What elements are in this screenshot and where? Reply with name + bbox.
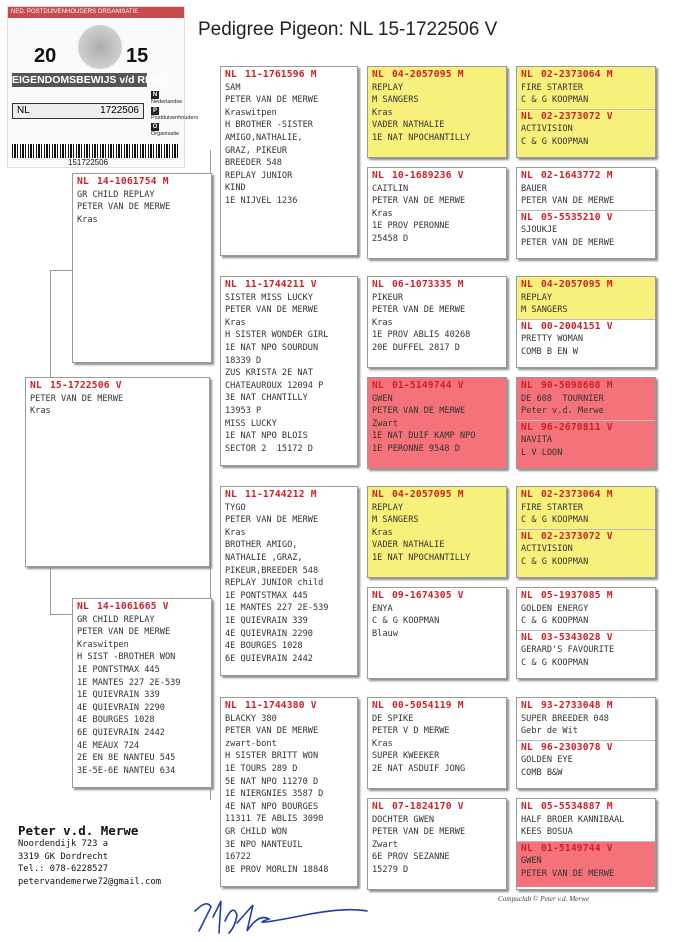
- card-number: 1722506: [100, 105, 139, 116]
- card-side-o: OOrganisatie: [151, 124, 180, 137]
- pigeon-card-sire[interactable]: NL 14-1061754 M GR CHILD REPLAY PETER VAN DE MERWE Kras: [72, 173, 212, 363]
- owner-name: Peter v.d. Merwe: [18, 823, 139, 838]
- ggp-pair-6[interactable]: NL 05-1937085 M GOLDEN ENERGY C & G KOOPMAN NL 03-5343028 V GERARD'S FAVOURITE C & G KOOPMAN: [516, 587, 656, 679]
- pigeon-card-dss[interactable]: NL 04-2057095 M REPLAY M SANGERS Kras VADER NATHALIE 1E NAT NPOCHANTILLY: [367, 486, 507, 578]
- ggp-pair-5[interactable]: NL 02-2373064 M FIRE STARTER C & G KOOPMAN NL 02-2373072 V ACTIVISION C & G KOOPMAN: [516, 486, 656, 578]
- pigeon-card-dd[interactable]: NL 11-1744380 V BLACKY 380 PETER VAN DE MERWE zwart-bont H SISTER BRITT WON 1E TOURS 289 D 5E NAT NPO 11270 D 1E NIERGNIES 3587 D 4E NAT NPO BOURGES 11311 7E ABLIS 3090 GR CHILD WON 3E NPO NANTEUIL 16722 8E PROV MORLIN 18848: [220, 697, 358, 887]
- pigeon-card-sdd[interactable]: NL 01-5149744 V GWEN PETER VAN DE MERWE Zwart 1E NAT DUIF KAMP NPO 1E PERONNE 9548 D: [367, 377, 507, 469]
- card-side-p: PPostduivenhouders: [151, 108, 199, 121]
- ggp-pair-7[interactable]: NL 93-2733048 M SUPER BREEDER 048 Gebr de Wit NL 96-2303078 V GOLDEN EYE COMB B&W: [516, 697, 656, 789]
- owner-tel: Tel.: 078-6228527: [18, 864, 109, 875]
- card-band: EIGENDOMSBEWIJS v/d RING: [12, 74, 164, 86]
- ring-ownership-card: [7, 6, 199, 168]
- signature-image: [185, 893, 375, 941]
- card-org: NED. POSTDUIVENHOUDERS ORGANISATIE: [8, 7, 184, 18]
- owner-email[interactable]: petervandemerwe72@gmail.com: [18, 876, 161, 887]
- card-side-n: NNederlandse: [151, 92, 183, 105]
- owner-address: Noordendijk 723 a: [18, 839, 109, 849]
- footer-credit: Compuclub © Peter v.d. Merwe: [498, 895, 590, 903]
- pigeon-card-dsd[interactable]: NL 09-1674305 V ENYA C & G KOOPMAN Blauw: [367, 587, 507, 679]
- ggp-pair-2[interactable]: NL 02-1643772 M BAUER PETER VAN DE MERWE NL 05-5535210 V SJOUKJE PETER VAN DE MERWE: [516, 167, 656, 259]
- card-year-b: 15: [126, 45, 149, 67]
- barcode: [12, 144, 180, 158]
- ggp-pair-8[interactable]: NL 05-5534887 M HALF BROER KANNIBAAL KEES BOSUA NL 01-5149744 V GWEN PETER VAN DE MERWE: [516, 798, 656, 890]
- lion-emblem-icon: [78, 25, 122, 69]
- pigeon-card-sss[interactable]: NL 04-2057095 M REPLAY M SANGERS Kras VADER NATHALIE 1E NAT NPOCHANTILLY: [367, 66, 507, 158]
- ggp-pair-1[interactable]: NL 02-2373064 M FIRE STARTER C & G KOOPMAN NL 02-2373072 V ACTIVISION C & G KOOPMAN: [516, 66, 656, 158]
- page-title: Pedigree Pigeon: NL 15-1722506 V: [198, 19, 498, 40]
- pigeon-card-dds[interactable]: NL 00-5054119 M DE SPIKE PETER V D MERWE Kras SUPER KWEEKER 2E NAT ASDUIF JONG: [367, 697, 507, 789]
- pigeon-card-ss[interactable]: NL 11-1761596 M SAM PETER VAN DE MERWE Kraswitpen H BROTHER -SISTER AMIGO,NATHALIE, GRAZ, PIKEUR BREEDER 548 REPLAY JUNIOR KIND 1E NIJVEL 1236: [220, 66, 358, 256]
- card-year-a: 20: [34, 45, 57, 67]
- card-country: NL: [17, 105, 30, 116]
- pigeon-card-subject[interactable]: NL 15-1722506 V PETER VAN DE MERWE Kras: [25, 377, 210, 567]
- ggp-pair-4[interactable]: NL 90-5098608 M DE 608 TOURNIER Peter v.d. Merwe NL 96-2670811 V NAVITA L V LOON: [516, 377, 656, 469]
- pigeon-card-ssd[interactable]: NL 10-1689236 V CAITLIN PETER VAN DE MERWE Kras 1E PROV PERONNE 25458 D: [367, 167, 507, 259]
- pigeon-card-ddd[interactable]: NL 07-1824170 V DOCHTER GWEN PETER VAN DE MERWE Zwart 6E PROV SEZANNE 15279 D: [367, 798, 507, 890]
- pigeon-card-ds[interactable]: NL 11-1744212 M TYGO PETER VAN DE MERWE Kras BROTHER AMIGO, NATHALIE ,GRAZ, PIKEUR,BREEDER 548 REPLAY JUNIOR child 1E PONTSTMAX 445 1E MANTES 227 2E-539 1E QUIEVRAIN 339 4E QUIEVRAIN 2290 4E BOURGES 1028 6E QUIEVRAIN 2442: [220, 486, 358, 676]
- pigeon-card-sd[interactable]: NL 11-1744211 V SISTER MISS LUCKY PETER VAN DE MERWE Kras H SISTER WONDER GIRL 1E NAT NPO SOURDUN 18339 D ZUS KRISTA 2E NAT CHATEAUROUX 12094 P 3E NAT CHANTILLY 13953 P MISS LUCKY 1E NAT NPO BLOIS SECTOR 2 15172 D: [220, 276, 358, 466]
- pigeon-card-dam[interactable]: NL 14-1061665 V GR CHILD REPLAY PETER VAN DE MERWE Kraswitpen H SIST -BROTHER WON 1E PONTSTMAX 445 1E MANTES 227 2E-539 1E QUIEVRAIN 339 4E QUIEVRAIN 2290 4E BOURGES 1028 6E QUIEVRAIN 2442 4E MEAUX 724 2E EN 8E NANTEU 545 3E-5E-6E NANTEU 634: [72, 598, 212, 788]
- pigeon-card-sds[interactable]: NL 06-1073335 M PIKEUR PETER VAN DE MERWE Kras 1E PROV ABLIS 40268 20E DUFFEL 2817 D: [367, 276, 507, 368]
- owner-block: [18, 823, 161, 888]
- card-ring-field: [12, 103, 144, 119]
- barcode-number: 151722506: [68, 158, 109, 167]
- ggp-pair-3[interactable]: NL 04-2057095 M REPLAY M SANGERS NL 00-2004151 V PRETTY WOMAN COMB B EN W: [516, 276, 656, 368]
- owner-city: 3319 GK Dordrecht: [18, 851, 109, 862]
